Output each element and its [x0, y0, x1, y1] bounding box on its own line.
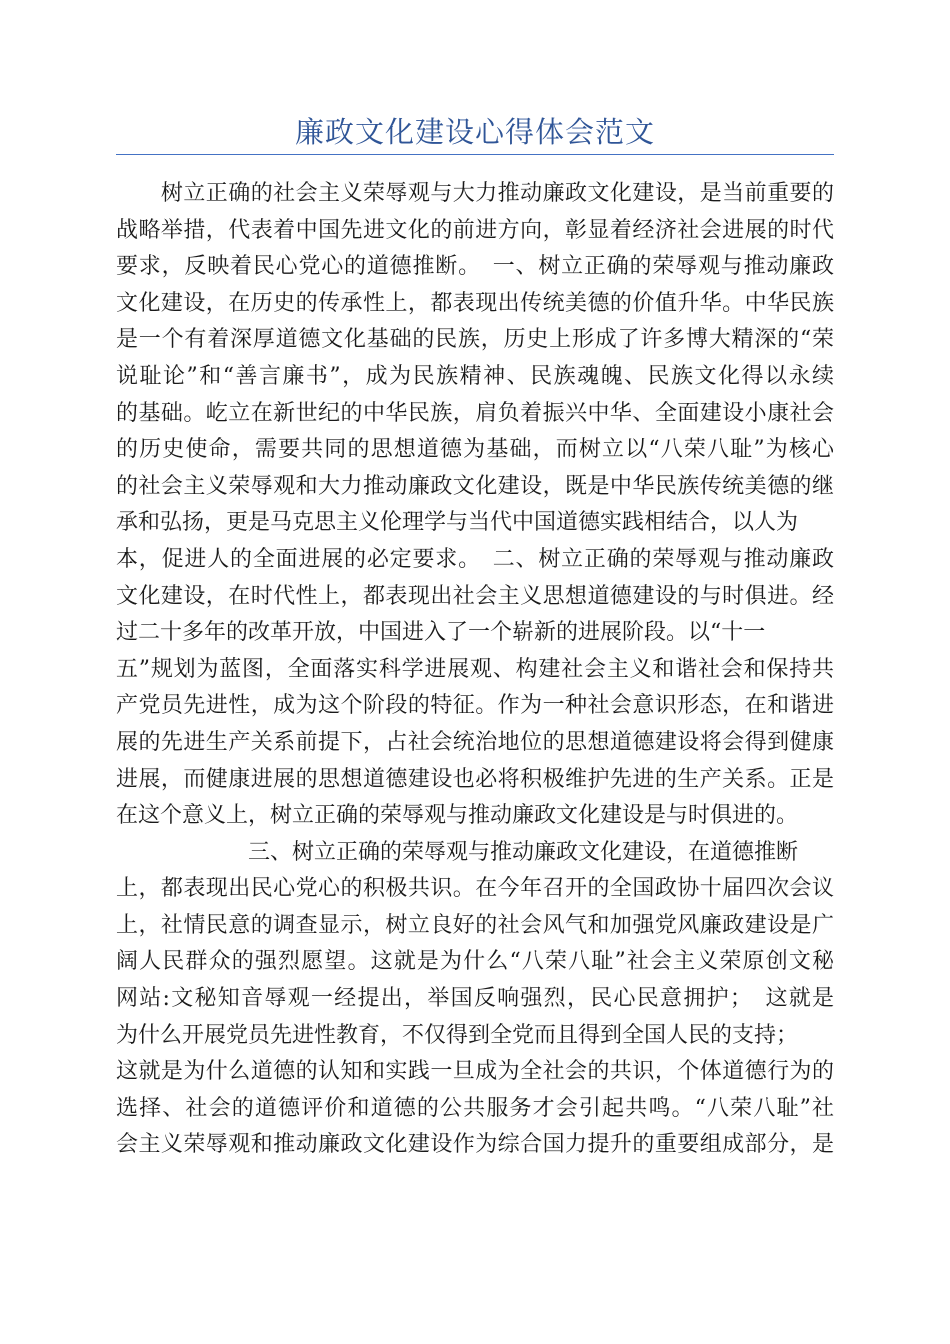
text-line: 要求，反映着民心党心的道德推断。 一、树立正确的荣辱观与推动廉政 — [116, 254, 834, 280]
text-line: 文化建设，在时代性上，都表现出社会主义思想道德建设的与时俱进。经 — [116, 583, 834, 609]
text-line: 说耻论”和“善言廉书”，成为民族精神、民族魂魄、民族文化得以永续 — [116, 363, 834, 389]
text-line: 上，社情民意的调查显示，树立良好的社会风气和加强党风廉政建设是广 — [116, 912, 834, 938]
body-text — [116, 176, 834, 1164]
text-line: 树立正确的社会主义荣辱观与大力推动廉政文化建设，是当前重要的 — [116, 181, 834, 206]
text-line: 本，促进人的全面进展的必定要求。 二、树立正确的荣辱观与推动廉政 — [116, 546, 834, 572]
text-line: 承和弘扬，更是马克思主义伦理学与当代中国道德实践相结合，以人为 — [116, 510, 799, 536]
text-line: 为什么开展党员先进性教育，不仅得到全党而且得到全国人民的支持； — [116, 1022, 799, 1048]
text-line: 是一个有着深厚道德文化基础的民族，历史上形成了许多博大精深的“荣 — [116, 327, 834, 353]
text-line: 网站:文秘知音辱观一经提出，举国反响强烈，民心民意拥护； 这就是 — [116, 986, 834, 1012]
text-line: 上，都表现出民心党心的积极共识。在今年召开的全国政协十届四次会议 — [116, 876, 834, 902]
text-line: 这就是为什么道德的认知和实践一旦成为全社会的共识，个体道德行为的 — [116, 1059, 834, 1085]
text-line: 五”规划为蓝图，全面落实科学进展观、构建社会主义和谐社会和保持共 — [116, 656, 834, 682]
page-title: 廉政文化建设心得体会范文 — [294, 115, 655, 149]
text-line: 选择、社会的道德评价和道德的公共服务才会引起共鸣。“八荣八耻”社 — [116, 1095, 834, 1121]
text-line: 进展，而健康进展的思想道德建设也必将积极维护先进的生产关系。正是 — [116, 766, 834, 792]
text-line: 的历史使命，需要共同的思想道德为基础，而树立以“八荣八耻”为核心 — [116, 437, 834, 463]
text-line: 三、树立正确的荣辱观与推动廉政文化建设，在道德推断 — [116, 839, 799, 865]
text-line: 产党员先进性，成为这个阶段的特征。作为一种社会意识形态，在和谐进 — [116, 693, 834, 719]
text-line: 阔人民群众的强烈愿望。这就是为什么“八荣八耻”社会主义荣原创文秘 — [116, 949, 834, 975]
text-line: 过二十多年的改革开放，中国进入了一个崭新的进展阶段。以“十一 — [116, 620, 766, 646]
text-line: 会主义荣辱观和推动廉政文化建设作为综合国力提升的重要组成部分，是 — [116, 1132, 834, 1158]
text-line: 的社会主义荣辱观和大力推动廉政文化建设，既是中华民族传统美德的继 — [116, 473, 834, 499]
text-line: 展的先进生产关系前提下，占社会统治地位的思想道德建设将会得到健康 — [116, 729, 834, 755]
text-line: 在这个意义上，树立正确的荣辱观与推动廉政文化建设是与时俱进的。 — [116, 803, 799, 829]
text-line: 文化建设，在历史的传承性上，都表现出传统美德的价值升华。中华民族 — [116, 290, 834, 316]
text-line: 的基础。屹立在新世纪的中华民族，肩负着振兴中华、全面建设小康社会 — [116, 400, 834, 426]
title-underline — [116, 154, 834, 155]
text-line: 战略举措，代表着中国先进文化的前进方向，彰显着经济社会进展的时代 — [116, 217, 834, 243]
